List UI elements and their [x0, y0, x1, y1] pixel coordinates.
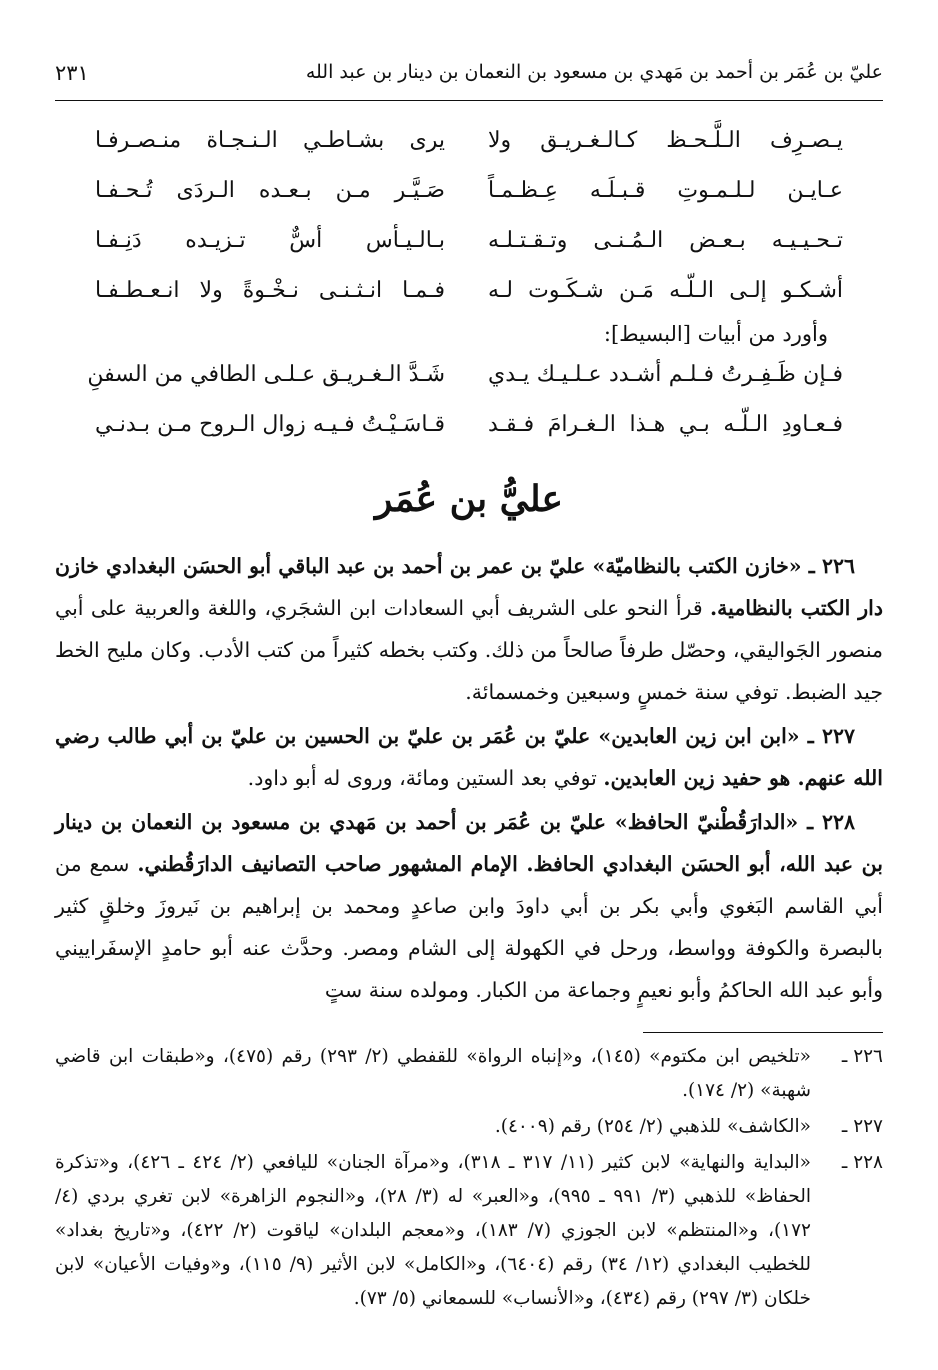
page-header — [55, 55, 883, 95]
footnote-text: «تلخيص ابن مكتوم» (١٤٥)، و«إنباه الرواة» للقفطي (٢/ ٢٩٣) رقم (٤٧٥)، و«طبقات ابن قاضي شهبة» (٢/ ١٧٤). — [55, 1046, 811, 1101]
entry-lead: ٢٢٨ ـ «الدارَقُطْنيّ الحافظ» عليّ بن عُمَر بن أحمد بن مَهدي بن مسعود بن النعمان بن دينار بن عبد الله، أبو الحسَن البغدادي الحافظ. الإمام المشهور صاحب التصانيف الدارَقُطني. — [55, 810, 883, 876]
poem-block-2 — [87, 362, 843, 462]
verse-second-hemistich: قـاسَـيْـتُ فـيـه زوال الـروح مـن بـدنـي — [95, 412, 445, 437]
verse-first-hemistich: عـايـن لـلـمـوتِ قـبـلَـه عِـظـمـاً — [488, 178, 843, 203]
poem-block-1 — [95, 128, 843, 328]
verse-line — [95, 128, 843, 178]
entry-paragraph — [55, 545, 883, 713]
entry-paragraph — [55, 801, 883, 1011]
header-rule — [55, 100, 883, 101]
entry-lead: ٢٢٦ ـ «خازن الكتب بالنظاميّة» عليّ بن عمر بن أحمد بن عبد الباقي أبو الحسَن البغدادي خازن دار الكتب بالنظامية. — [55, 554, 883, 620]
entry-text: قرأ النحو على الشريف أبي السعادات ابن الشجَري، واللغة والعربية على أبي منصور الجَواليقي، وحصّل طرفاً صالحاً من ذلك. وكتب بخطه كثيراً من كتب الأدب. وكان مليح الخط جيد الضبط. توفي سنة خمسٍ وسبعين وخمسمائة. — [55, 596, 883, 704]
verse-first-hemistich: تـحـيـيـه بـعـض الـمُـنـى وتـقـتـلـه — [488, 228, 843, 253]
footnote-rule — [643, 1032, 883, 1033]
verse-line — [95, 228, 843, 278]
poem-intro: وأورد من أبيات [البسيط]: — [603, 322, 828, 346]
footnote — [55, 1110, 883, 1144]
verse-second-hemistich: فـمـا انـثـنـى نـخْـوةً ولا انـعـطـفـا — [95, 278, 445, 303]
body-text — [55, 545, 883, 1013]
page-number: ٢٣١ — [55, 61, 89, 85]
verse-second-hemistich: شَـدَّ الـغـريـق عـلـى الطافي من السفنِ — [87, 362, 445, 387]
verse-second-hemistich: صَـيَّـر مـن بـعـده الـردَى تُـحـفـا — [95, 178, 445, 203]
footnote-text: «البداية والنهاية» لابن كثير (١١/ ٣١٧ ـ ٣١٨)، و«مرآة الجنان» لليافعي (٢/ ٤٢٤ ـ ٤٢٦)، و«تذكرة الحفاظ» للذهبي (٣/ ٩٩١ ـ ٩٩٥)، و«العبر» له (٣/ ٢٨)، و«النجوم الزاهرة» لابن تغري بردي (٤/ ١٧٢)، و«المنتظم» لابن الجوزي (٧/ ١٨٣)، و«معجم البلدان» لياقوت (٢/ ٤٢٢)، و«تاريخ بغداد» للخطيب البغدادي (١٢/ ٣٤) رقم (٦٤٠٤)، و«الكامل» لابن الأثير (٩/ ١١٥)، و«وفيات الأعيان» لابن خلكان (٣/ ٢٩٧) رقم (٤٣٤)، و«الأنساب» للسمعاني (٥/ ٧٣). — [55, 1152, 811, 1309]
section-heading: عليُّ بن عُمَر — [374, 478, 564, 520]
footnote-number: ٢٢٧ ـ — [841, 1116, 883, 1137]
footnote-number: ٢٢٨ ـ — [841, 1152, 883, 1173]
footnote-text: «الكاشف» للذهبي (٢/ ٢٥٤) رقم (٤٠٠٩). — [494, 1116, 811, 1137]
footnote — [55, 1040, 883, 1108]
verse-line — [95, 278, 843, 328]
verse-first-hemistich: أشـكـو إلـى الـلّـه مَـن شـكَـوت لـه — [488, 278, 843, 303]
footnote — [55, 1146, 883, 1316]
verse-line — [95, 412, 843, 462]
verse-first-hemistich: يـصـرِف الـلَّـحـظ كـالـغـريـق ولا — [488, 128, 843, 153]
verse-second-hemistich: بـالـيـأس أسٌّ تـزيـده دَنِـفـا — [95, 228, 445, 253]
footnotes — [55, 1040, 883, 1318]
running-title: عليّ بن عُمَر بن أحمد بن مَهدي بن مسعود بن النعمان بن دينار بن عبد الله — [305, 61, 883, 83]
entry-text: سمع من أبي القاسم البَغوي وأبي بكر بن أبي داودَ وابن صاعدٍ ومحمد بن إبراهيم بن نَيروزَ وخلقٍ كثير بالبصرة والكوفة وواسط، ورحل في الكهولة إلى الشام ومصر. وحدَّث عنه أبو حامدٍ الإسفَراييني وأبو عبد الله الحاكمُ وأبو نعيمٍ وجماعة من الكبار. ومولده سنة ستٍ — [55, 852, 883, 1002]
entry-text: توفي بعد الستين ومائة، وروى له أبو داود. — [247, 766, 604, 790]
entry-lead: ٢٢٧ ـ «ابن ابن زين العابدين» عليّ بن عُمَر بن عليّ بن الحسين بن عليّ بن أبي طالب رضي الله عنهم. هو حفيد زين العابدين. — [55, 724, 883, 790]
verse-second-hemistich: يرى بشـاطـي الـنـجـاة منـصـرفـا — [95, 128, 445, 153]
verse-first-hemistich: فـعـاودِ الـلّـه بـي هـذا الـغـرامَ فـقـد — [488, 412, 843, 437]
entry-paragraph — [55, 715, 883, 799]
verse-line — [95, 178, 843, 228]
verse-first-hemistich: فـإن ظَـفِـرتُ فـلـم أشـدد عـلـيـك يـدي — [488, 362, 843, 387]
footnote-number: ٢٢٦ ـ — [841, 1046, 883, 1067]
verse-line — [87, 362, 843, 412]
